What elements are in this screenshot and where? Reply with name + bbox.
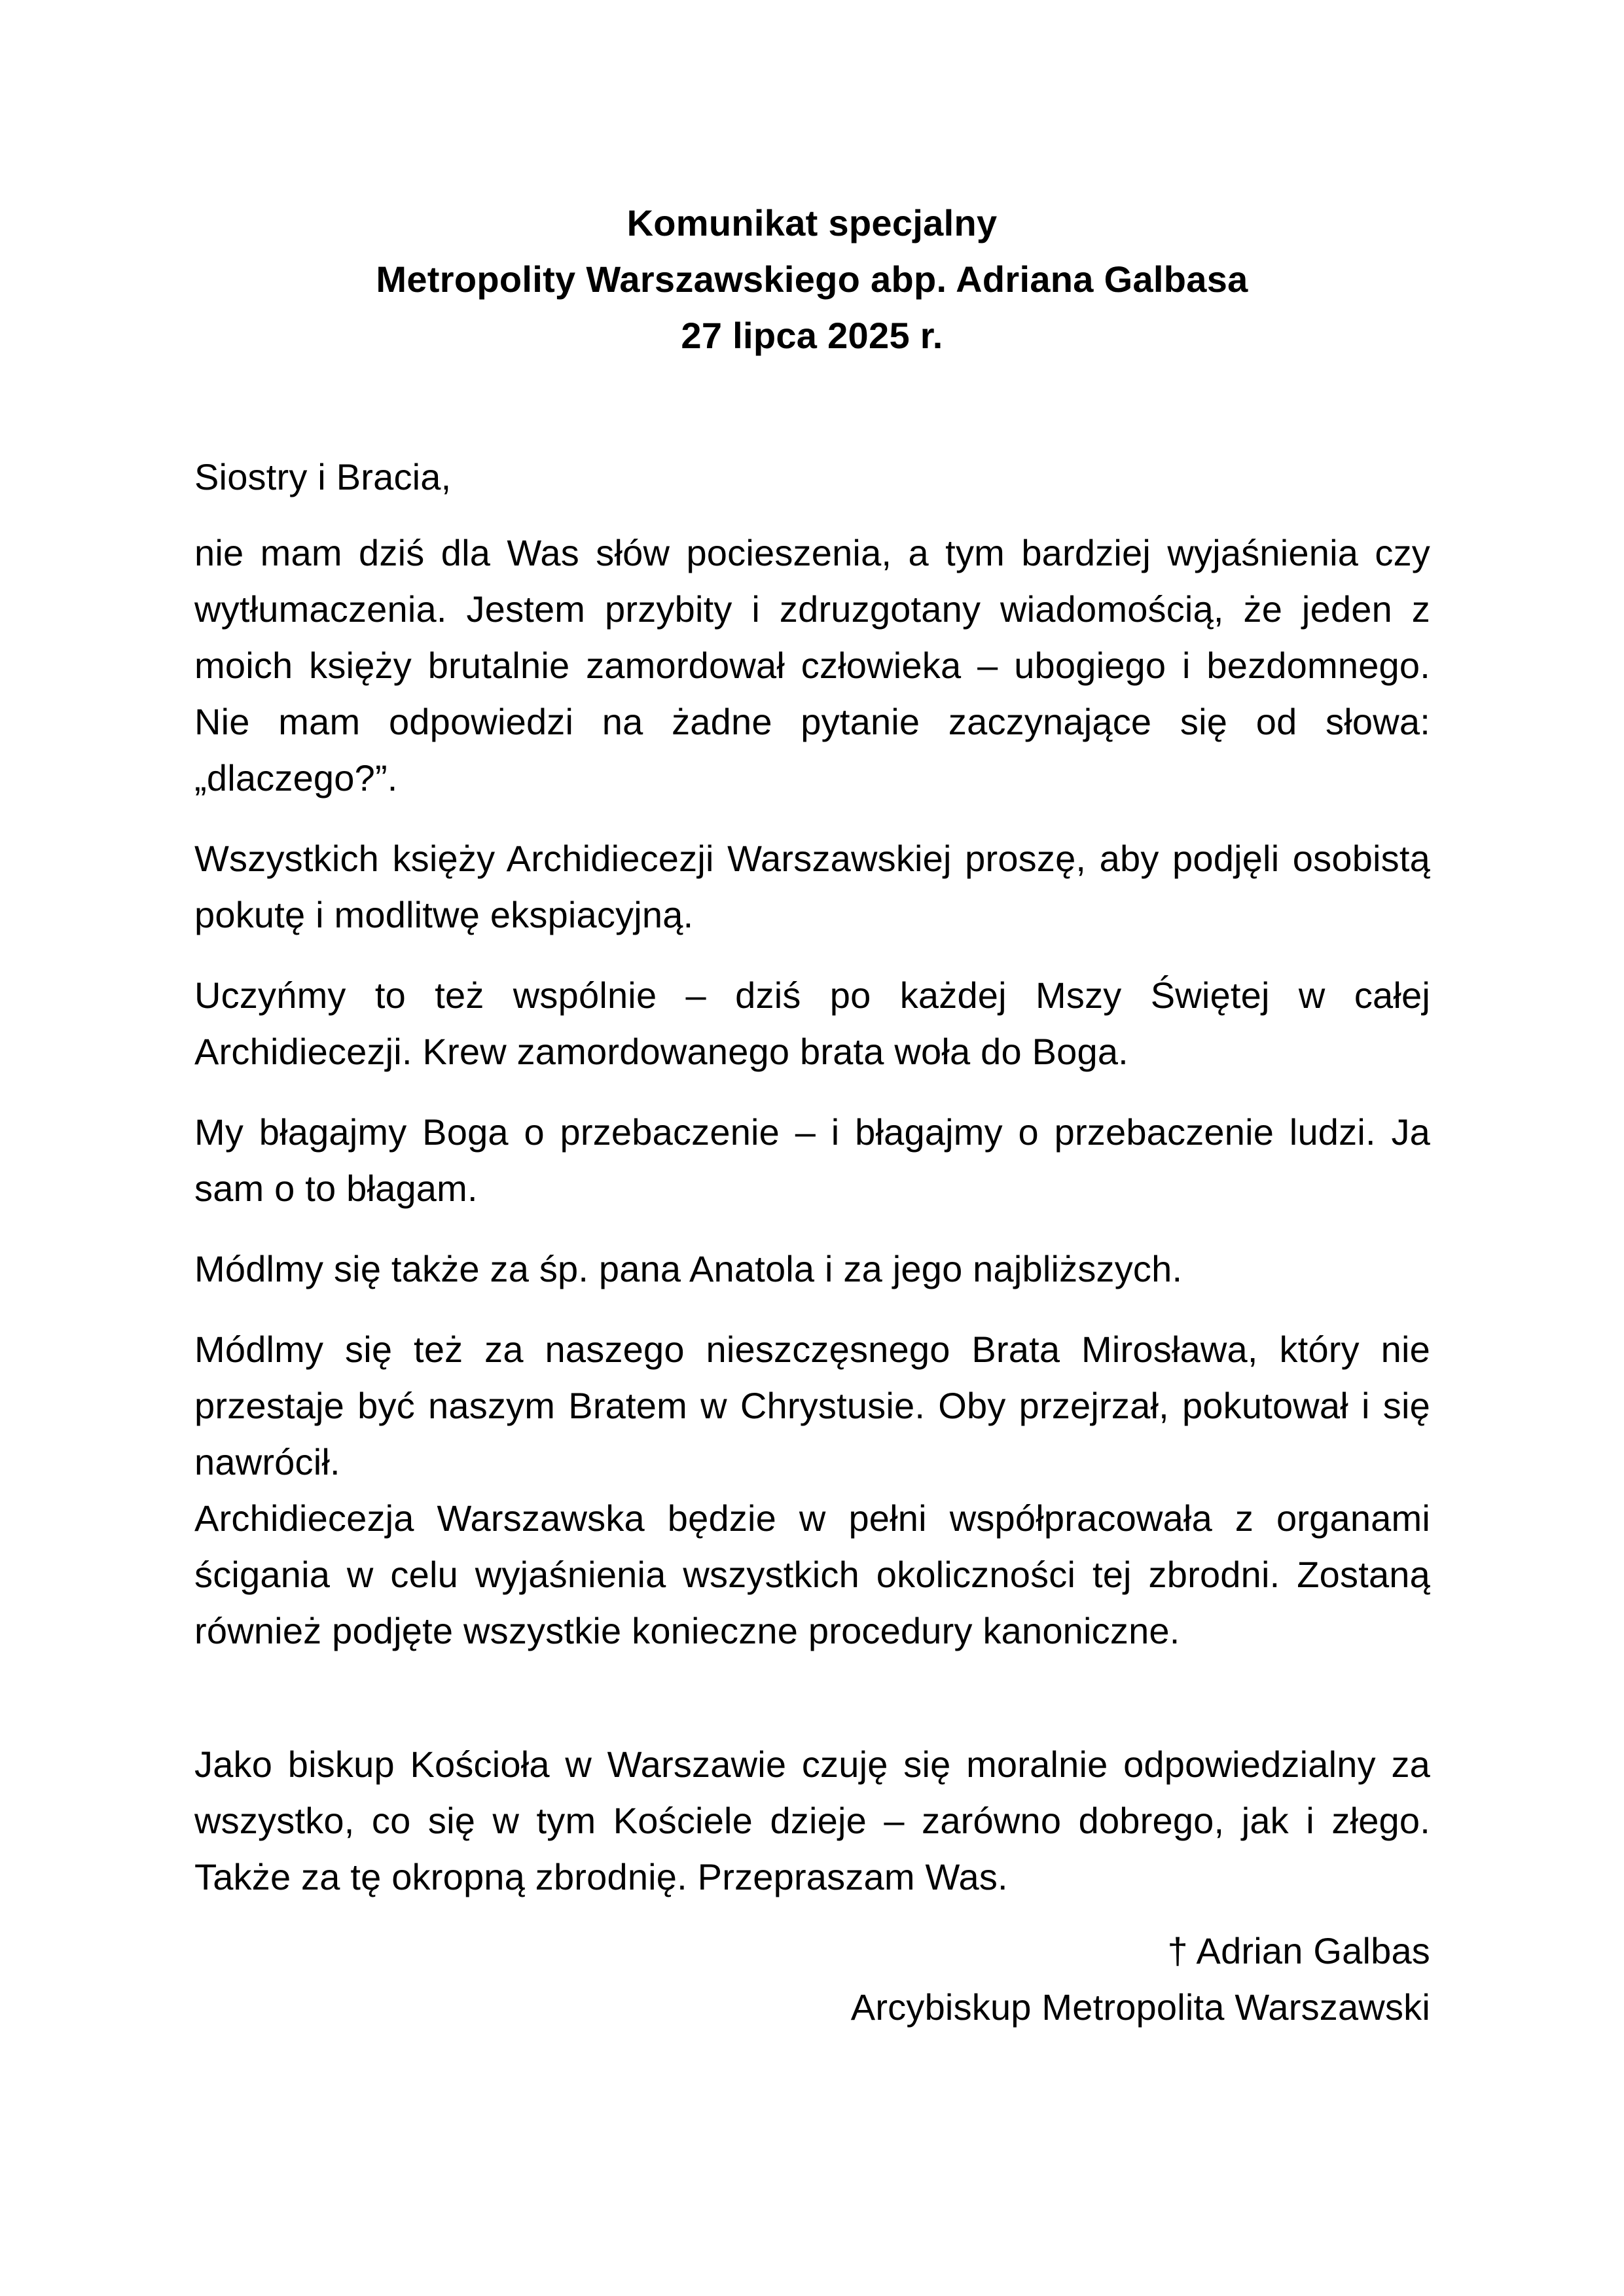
paragraph-3: Uczyńmy to też wspólnie – dziś po każdej Mszy Świętej w całej Archidiecezji. Krew zamordowanego brata woła do Boga. bbox=[194, 975, 1430, 1072]
header-author: Metropolity Warszawskiego abp. Adriana Galbasa bbox=[376, 259, 1248, 300]
paragraph-8: Jako biskup Kościoła w Warszawie czuję się moralnie odpowiedzialny za wszystko, co się w tym Kościele dzieje – zarówno dobrego, jak i złego. Także za tę okropną zbrodnię. Przepraszam Was. bbox=[194, 1744, 1430, 1897]
document-header bbox=[0, 195, 1624, 364]
paragraph-2: Wszystkich księży Archidiecezji Warszawskiej proszę, aby podjęli osobistą pokutę i modlitwę ekspiacyjną. bbox=[194, 838, 1430, 935]
paragraph-6: Módlmy się też za naszego nieszczęsnego Brata Mirosława, który nie przestaje być naszym Bratem w Chrystusie. Oby przejrzał, pokutował i się nawrócił. bbox=[194, 1329, 1430, 1482]
signature-block bbox=[194, 1923, 1430, 2036]
document-body bbox=[194, 449, 1430, 1905]
signature-title: Arcybiskup Metropolita Warszawski bbox=[850, 1986, 1430, 2028]
paragraph-5: Módlmy się także za śp. pana Anatola i za jego najbliższych. bbox=[194, 1248, 1183, 1289]
header-title: Komunikat specjalny bbox=[626, 202, 998, 243]
header-date: 27 lipca 2025 r. bbox=[681, 315, 943, 356]
paragraph-1: nie mam dziś dla Was słów pocieszenia, a tym bardziej wyjaśnienia czy wytłumaczenia. Jestem przybity i zdruzgotany wiadomością, że jeden z moich księży brutalnie zamordował człowieka – ubogiego i bezdomnego. Nie mam odpowiedzi na żadne pytanie zaczynające się od słowa: „dlaczego?”. bbox=[194, 532, 1430, 798]
paragraph-7: Archidiecezja Warszawska będzie w pełni współpracowała z organami ścigania w celu wyjaśnienia wszystkich okoliczności tej zbrodni. Zostaną również podjęte wszystkie konieczne procedury kanoniczne. bbox=[194, 1498, 1430, 1651]
paragraph-4: My błagajmy Boga o przebaczenie – i błagajmy o przebaczenie ludzi. Ja sam o to błagam. bbox=[194, 1111, 1430, 1209]
signature-name: † Adrian Galbas bbox=[1167, 1930, 1430, 1971]
greeting: Siostry i Bracia, bbox=[194, 456, 452, 497]
